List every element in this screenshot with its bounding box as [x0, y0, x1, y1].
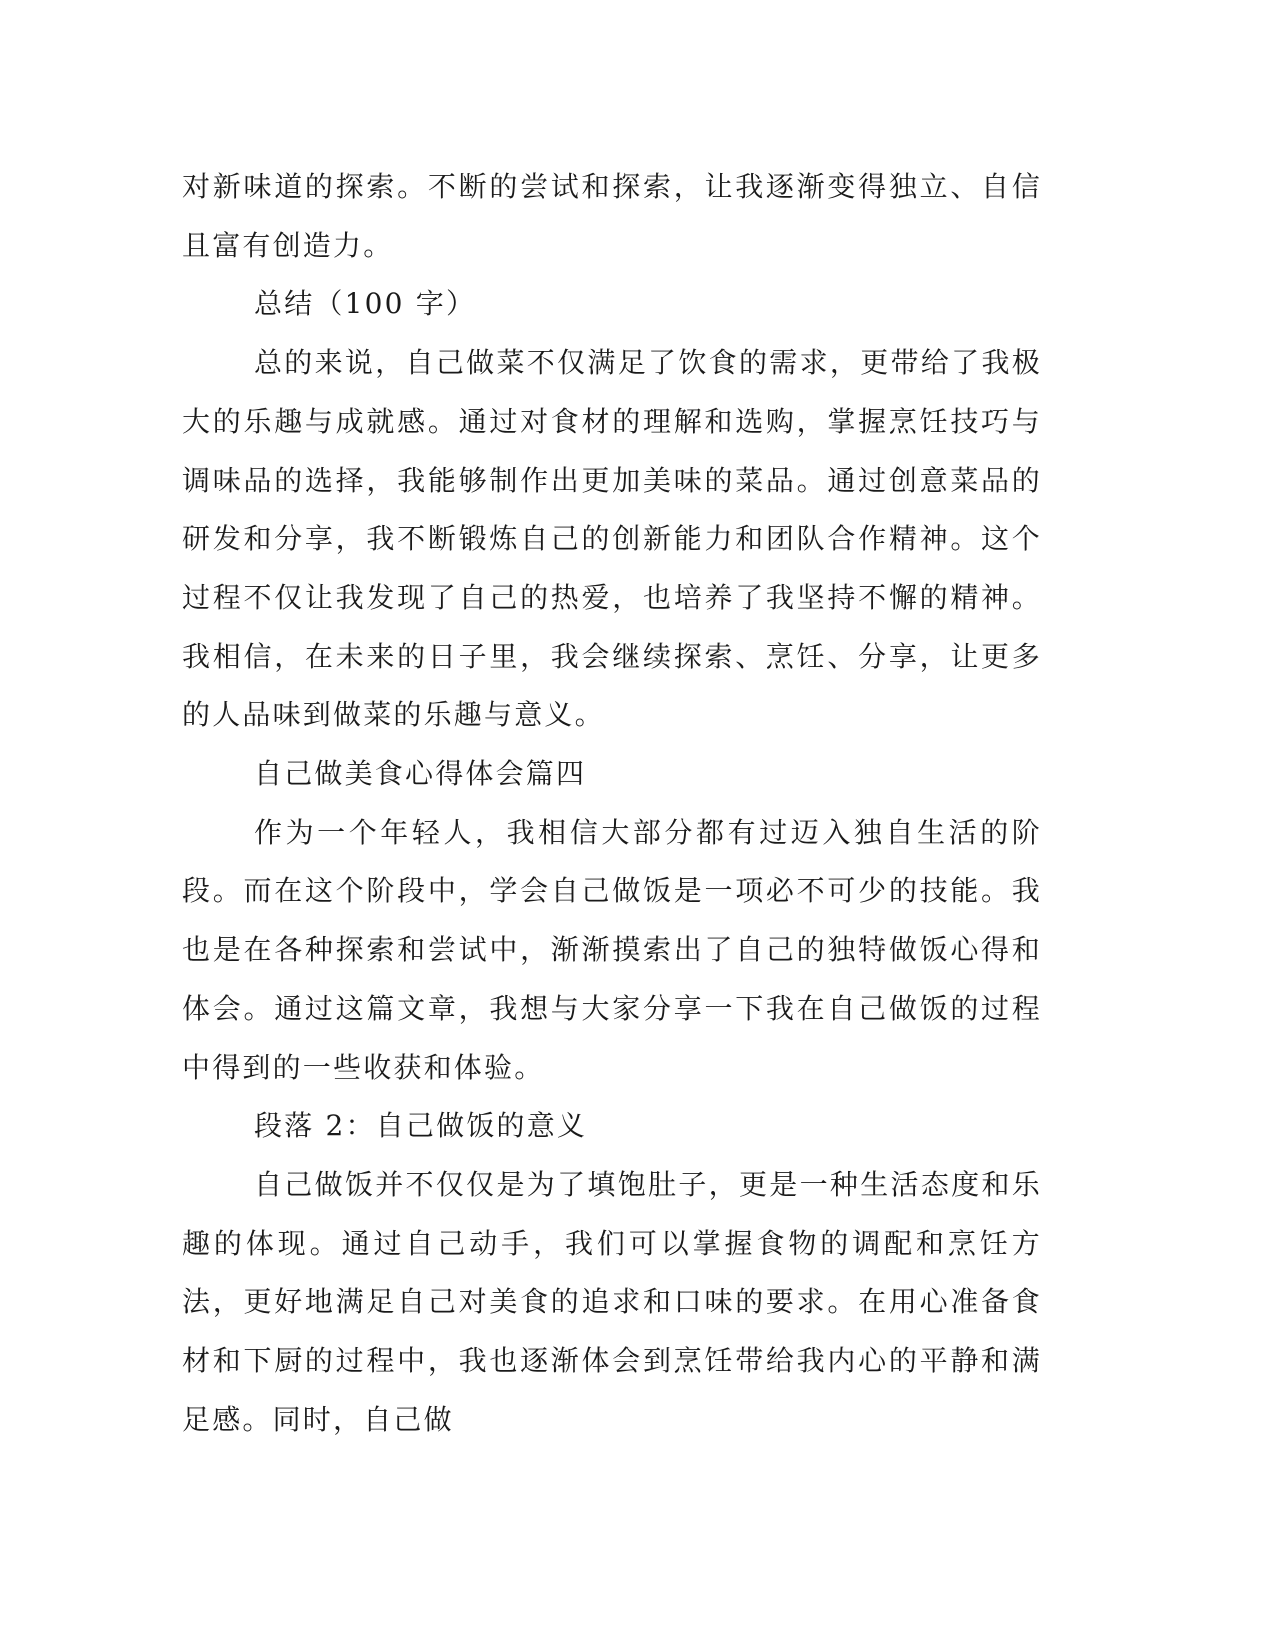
section-heading-summary: 总结（100 字） [254, 287, 477, 321]
paragraph-intro: 作为一个年轻人，我相信大部分都有过迈入独自生活的阶段。而在这个阶段中，学会自己做饭是一项必不可少的技能。我也是在各种探索和尝试中，渐渐摸索出了自己的独特做饭心得和体会。通过这篇文章，我想与大家分享一下我在自己做饭的过程中得到的一些收获和体验。 [182, 815, 1042, 1084]
section-heading-meaning: 段落 2：自己做饭的意义 [254, 1109, 588, 1143]
document-body [182, 158, 1042, 1449]
paragraph-summary: 总的来说，自己做菜不仅满足了饮食的需求，更带给了我极大的乐趣与成就感。通过对食材的理解和选购，掌握烹饪技巧与调味品的选择，我能够制作出更加美味的菜品。通过创意菜品的研发和分享，我不断锻炼自己的创新能力和团队合作精神。这个过程不仅让我发现了自己的热爱，也培养了我坚持不懈的精神。我相信，在未来的日子里，我会继续探索、烹饪、分享，让更多的人品味到做菜的乐趣与意义。 [182, 346, 1042, 732]
paragraph-meaning: 自己做饭并不仅仅是为了填饱肚子，更是一种生活态度和乐趣的体现。通过自己动手，我们可以掌握食物的调配和烹饪方法，更好地满足自己对美食的追求和口味的要求。在用心准备食材和下厨的过程中，我也逐渐体会到烹饪带给我内心的平静和满足感。同时，自己做 [182, 1167, 1042, 1436]
paragraph-continuation: 对新味道的探索。不断的尝试和探索，让我逐渐变得独立、自信且富有创造力。 [182, 170, 1042, 262]
article-title-part-four: 自己做美食心得体会篇四 [254, 757, 587, 791]
